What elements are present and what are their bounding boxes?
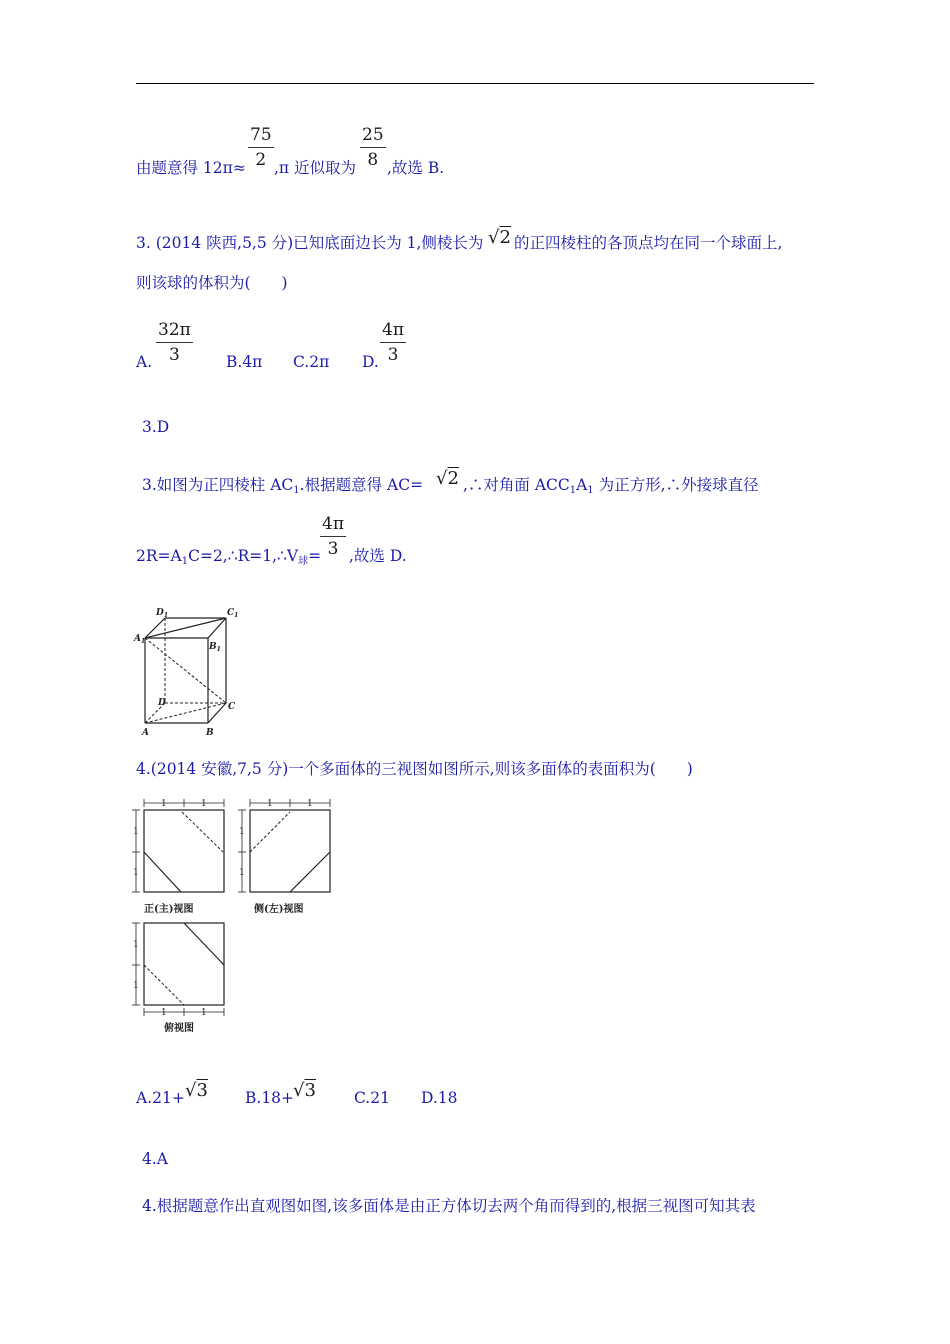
q3-option-a-label: A.	[136, 353, 153, 371]
dim-label: 1	[239, 868, 245, 878]
label-b1: $B_1$	[209, 642, 221, 653]
q4-stem: 4.(2014 安徽,7,5 分)一个多面体的三视图如图所示,则该多面体的表面积为( )	[136, 760, 693, 778]
dim-label: 1	[201, 1008, 207, 1018]
dim-label: 1	[133, 940, 139, 950]
label-d1: $D_1$	[156, 608, 168, 619]
intro-suffix: ,故选 B.	[387, 159, 445, 177]
dim-label: 1	[267, 799, 273, 809]
front-view-figure	[130, 798, 230, 920]
q3-solution-line1: 3.如图为正四棱柱 $AC_1$.根据题意得 AC=	[142, 476, 424, 496]
q3-stem-part1: 3. (2014 陕西,5,5 分)已知底面边长为 1,侧棱长为	[136, 234, 484, 252]
intro-mid: ,π 近似取为	[274, 159, 357, 177]
top-view-figure	[130, 918, 230, 1038]
q3-stem-part2: 的正四棱柱的各顶点均在同一个球面上,	[514, 234, 783, 252]
q3-option-d-fraction: 4π 3	[382, 320, 404, 365]
q4-answer: 4.A	[142, 1150, 168, 1168]
q3-answer: 3.D	[142, 418, 170, 436]
q4-option-d: D.18	[421, 1089, 458, 1107]
dim-label: 1	[201, 799, 207, 809]
q3-solution-line2: $2R=A_1C=2,\therefore R=1,\therefore V_球=$	[136, 547, 322, 567]
sqrt-3-option-b: √3	[293, 1080, 316, 1101]
prism-figure	[130, 605, 245, 740]
label-a: A	[142, 728, 149, 738]
intro-line	[136, 158, 246, 178]
q3-stem-line2: 则该球的体积为( )	[136, 274, 288, 292]
q3-solution-line1-cont: ,∴对角面 $ACC_1A_1$ 为正方形,∴外接球直径	[463, 476, 759, 496]
label-c: C	[228, 702, 236, 712]
intro-prefix: 由题意得 12π≈	[136, 159, 246, 177]
label-b: B	[206, 728, 214, 738]
dim-label: 1	[133, 868, 139, 878]
q3-option-d-label: D.	[362, 353, 379, 371]
dim-label: 1	[307, 799, 313, 809]
header-rule	[136, 83, 814, 84]
sqrt-2-solution: √2	[436, 468, 459, 489]
q4-option-a: A.21+	[136, 1089, 185, 1107]
dim-label: 1	[161, 1008, 167, 1018]
q3-solution-line2-end: ,故选 D.	[349, 547, 407, 565]
q4-option-b: B.18+	[245, 1089, 295, 1107]
dim-label: 1	[133, 827, 139, 837]
dim-label: 1	[239, 827, 245, 837]
fraction-75-2: 75 2	[250, 125, 272, 170]
sqrt-2-stem: √2	[488, 227, 511, 248]
label-c1: $C_1$	[227, 608, 239, 619]
sqrt-3-option-a: √3	[185, 1080, 208, 1101]
q3-option-b: B.4π	[226, 353, 263, 371]
dim-label: 1	[133, 981, 139, 991]
q4-solution: 4.根据题意作出直观图如图,该多面体是由正方体切去两个角而得到的,根据三视图可知其表	[142, 1197, 756, 1215]
dim-label: 1	[161, 799, 167, 809]
label-d: D	[158, 698, 166, 708]
q3-solution-fraction: 4π 3	[322, 514, 344, 559]
fraction-25-8: 25 8	[362, 125, 384, 170]
label-a1: $A_1$	[134, 634, 146, 645]
q4-option-c: C.21	[354, 1089, 390, 1107]
side-view-figure	[236, 798, 336, 920]
q3-option-c: C.2π	[293, 353, 330, 371]
front-view-caption: 正(主)视图	[144, 904, 194, 915]
top-view-caption: 俯视图	[164, 1023, 194, 1034]
side-view-caption: 侧(左)视图	[254, 904, 304, 915]
q3-option-a-fraction: 32π 3	[158, 320, 191, 365]
